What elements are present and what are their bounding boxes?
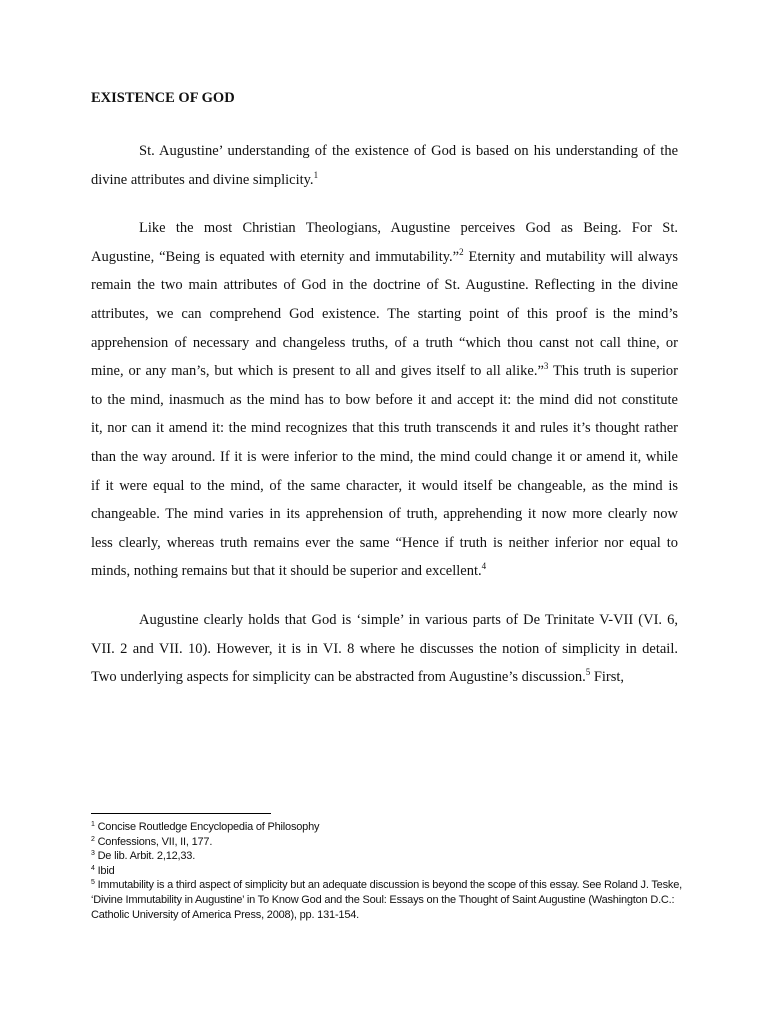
footnote (91, 820, 691, 835)
paragraph-line (91, 557, 678, 586)
paragraph-line (91, 300, 678, 329)
footnote-number: 2 (91, 835, 95, 843)
line-text: Augustine clearly holds that God is ‘simple’ in various parts of De Trinitate V-VII (VI. 6, (139, 611, 678, 628)
paragraph-line (91, 243, 678, 272)
paragraph-line (91, 472, 678, 501)
footnotes (91, 820, 691, 922)
footnote (91, 878, 691, 922)
paragraph-line (91, 635, 678, 664)
footnote-text: Ibid (97, 864, 115, 877)
line-text: remain the two main attributes of God in the doctrine of St. Augustine. Reflecting in the divine (91, 277, 678, 294)
footnote-text: De lib. Arbit. 2,12,33. (97, 850, 196, 863)
paragraph-line (91, 606, 678, 635)
paragraph-line (91, 357, 678, 386)
line-text: attributes, we can comprehend God existence. The starting point of this proof is the mind’s (91, 305, 678, 322)
line-text: mine, or any man’s, but which is present to all and gives itself to all alike.” (91, 363, 544, 380)
line-text: than the way around. If it is were inferior to the mind, the mind could change it or amend it, while (91, 448, 678, 465)
line-text: minds, nothing remains but that it should be superior and excellent. (91, 563, 482, 580)
line-text: VII. 2 and VII. 10). However, it is in VI. 8 where he discusses the notion of simplicity in detail. (91, 640, 678, 657)
line-text: apprehension of necessary and changeless truths, of a truth “which thou canst not call thine, or (91, 334, 678, 351)
paragraph-line (91, 271, 678, 300)
line-text: to the mind, inasmuch as the mind has to bow before it and accept it: the mind did not constitute (91, 391, 678, 408)
footnote (91, 849, 691, 864)
footnote-number: 5 (91, 879, 95, 887)
document-body (91, 137, 678, 692)
page-title: EXISTENCE OF GOD (91, 90, 235, 106)
footnote-ref[interactable]: 1 (313, 169, 319, 180)
paragraph-line (91, 663, 678, 692)
paragraph-line (91, 166, 678, 195)
footnote-text: Concise Routledge Encyclopedia of Philosophy (97, 821, 320, 833)
line-text: if it were equal to the mind, of the same character, it would itself be changeable, as the mind is (91, 477, 678, 494)
line-text: less clearly, whereas truth remains ever the same “Hence if truth is neither inferior nor equal to (91, 534, 678, 551)
paragraph-line (91, 386, 678, 415)
footnote-ref[interactable]: 5 (585, 667, 591, 678)
line-text: Eternity and mutability will always (463, 248, 678, 265)
footnote-text: Confessions, VII, II, 177. (97, 835, 213, 848)
footnote-number: 1 (91, 821, 95, 828)
paragraph-line (91, 137, 678, 166)
paragraph-line (91, 500, 678, 529)
paragraph-line (91, 443, 678, 472)
footnote (91, 864, 691, 879)
paragraph-line (91, 214, 678, 243)
line-text: Augustine, “Being is equated with eternity and immutability.” (91, 248, 460, 265)
footnote-text: Immutability is a third aspect of simplicity but an adequate discussion is beyond the scope of this essay. See Roland J. Teske, ‘Divine Immutability in Augustine’ in To Know God and the Soul: Essays on the Thought of Saint Augustine (Washington D.C.: Catholic University of America Press, 2008), pp. 131-154. (91, 879, 682, 921)
paragraph-line (91, 329, 678, 358)
line-text: divine attributes and divine simplicity. (91, 171, 314, 188)
footnote-separator (91, 813, 271, 814)
line-text: Like the most Christian Theologians, Augustine perceives God as Being. For St. (139, 220, 678, 237)
footnote (91, 835, 691, 850)
footnote-number: 3 (91, 850, 95, 858)
paragraph-line (91, 529, 678, 558)
line-text: First, (590, 669, 625, 686)
line-text: it, nor can it amend it: the mind recognizes that this truth transcends it and rules it’s thought rather (91, 420, 678, 437)
line-text: This truth is superior (548, 363, 679, 380)
footnote-ref[interactable]: 3 (543, 361, 549, 372)
footnote-number: 4 (91, 864, 95, 872)
paragraph-line (91, 414, 678, 443)
line-text: St. Augustine’ understanding of the existence of God is based on his understanding of the (139, 143, 678, 159)
line-text: Two underlying aspects for simplicity can be abstracted from Augustine’s discussion. (91, 669, 586, 686)
line-text: changeable. The mind varies in its apprehension of truth, apprehending it now more clearly now (91, 506, 678, 523)
footnote-ref[interactable]: 4 (481, 561, 487, 572)
footnote-ref[interactable]: 2 (459, 246, 464, 257)
